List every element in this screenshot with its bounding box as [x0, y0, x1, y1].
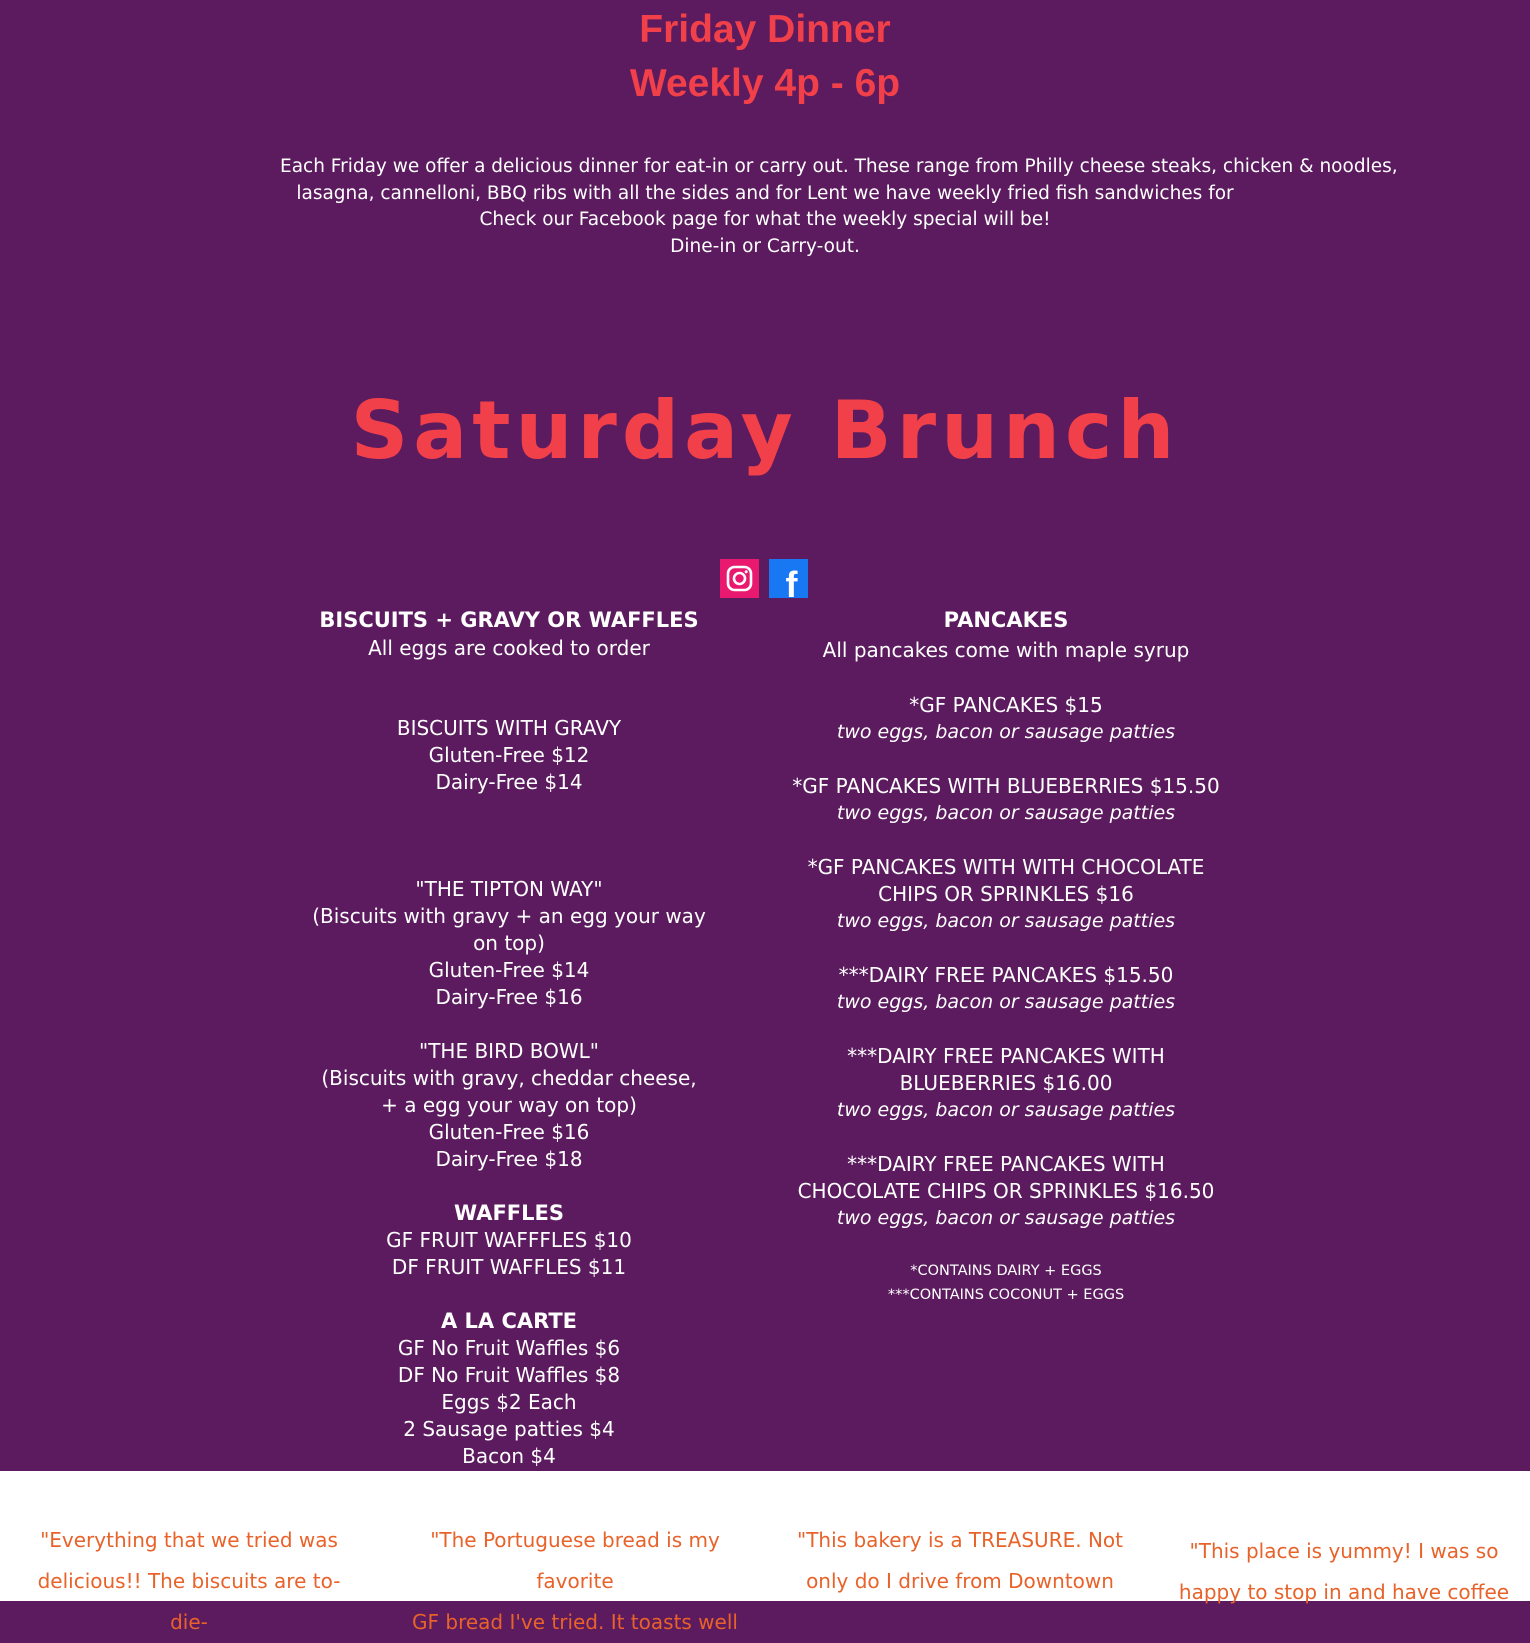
- item-name: "THE TIPTON WAY": [415, 877, 603, 901]
- friday-dinner-title: Friday Dinner: [639, 8, 891, 51]
- description-line: Check our Facebook page for what the weekly special will be!: [479, 209, 1051, 230]
- testimonial-line: happy to stop in and have coffee: [1178, 1580, 1510, 1604]
- item-price: Dairy-Free $14: [435, 770, 583, 794]
- pancake-sides: two eggs, bacon or sausage patties: [836, 802, 1176, 824]
- item-price: Gluten-Free $12: [428, 743, 590, 767]
- pancake-sides: two eggs, bacon or sausage patties: [836, 910, 1176, 932]
- menu-subheading: All pancakes come with maple syrup: [822, 638, 1190, 662]
- pancake-item: *GF PANCAKES $15: [909, 693, 1103, 717]
- description-line: lasagna, cannelloni, BBQ ribs with all the sides and for Lent we have weekly fried fish sandwiches for: [296, 182, 1234, 204]
- waffle-item: DF FRUIT WAFFLES $11: [391, 1255, 627, 1279]
- testimonial-line: delicious!! The biscuits are to-die-: [37, 1569, 341, 1634]
- facebook-icon: [769, 559, 808, 598]
- testimonial-line: "Everything that we tried was: [40, 1528, 338, 1552]
- pancake-item: *GF PANCAKES WITH BLUEBERRIES $15.50: [792, 774, 1220, 798]
- pancake-sides: two eggs, bacon or sausage patties: [836, 1207, 1176, 1229]
- alacarte-item: GF No Fruit Waffles $6: [397, 1336, 621, 1360]
- description-line: Dine-in or Carry-out.: [670, 235, 860, 257]
- pancake-sides: two eggs, bacon or sausage patties: [836, 721, 1176, 743]
- menu-heading: PANCAKES: [943, 608, 1069, 632]
- testimonial-line: "This place is yummy! I was so: [1189, 1539, 1499, 1563]
- item-description: (Biscuits with gravy, cheddar cheese, + a egg your way on top): [321, 1066, 697, 1117]
- alacarte-item: 2 Sausage patties $4: [403, 1417, 615, 1441]
- allergen-note: *CONTAINS DAIRY + EGGS: [910, 1263, 1102, 1279]
- pancake-item: ***DAIRY FREE PANCAKES WITH: [847, 1044, 1165, 1068]
- instagram-link[interactable]: [720, 559, 759, 598]
- waffle-item: GF FRUIT WAFFFLES $10: [386, 1228, 632, 1252]
- alacarte-item: Eggs $2 Each: [441, 1390, 577, 1414]
- item-name: BISCUITS WITH GRAVY: [396, 716, 622, 740]
- item-price: Dairy-Free $18: [435, 1147, 583, 1171]
- alacarte-heading: A LA CARTE: [440, 1309, 578, 1333]
- facebook-glyph: f: [785, 564, 798, 598]
- testimonial-line: "This bakery is a TREASURE. Not: [797, 1528, 1123, 1552]
- pancake-item: *GF PANCAKES WITH WITH CHOCOLATE: [807, 855, 1205, 879]
- alacarte-item: Bacon $4: [462, 1444, 556, 1468]
- allergen-note: ***CONTAINS COCONUT + EGGS: [887, 1287, 1125, 1303]
- pancake-item: ***DAIRY FREE PANCAKES $15.50: [838, 963, 1174, 987]
- testimonial-3: [790, 1520, 1130, 1602]
- pancake-sides: two eggs, bacon or sausage patties: [836, 1099, 1176, 1121]
- menu-subheading: All eggs are cooked to order: [368, 636, 650, 660]
- biscuits-waffles-menu: [310, 605, 708, 1470]
- item-name: "THE BIRD BOWL": [419, 1039, 599, 1063]
- item-price: Dairy-Free $16: [435, 985, 583, 1009]
- menu-heading: BISCUITS + GRAVY OR WAFFLES: [319, 608, 699, 632]
- pancakes-menu: [776, 605, 1236, 1307]
- facebook-link[interactable]: [769, 559, 808, 598]
- testimonial-line: GF bread I've tried. It toasts well: [412, 1610, 738, 1634]
- testimonial-1: [19, 1520, 359, 1643]
- friday-dinner-description: [280, 154, 1398, 260]
- alacarte-item: DF No Fruit Waffles $8: [397, 1363, 621, 1387]
- saturday-brunch-title: Saturday Brunch: [350, 384, 1180, 477]
- item-price: Gluten-Free $16: [428, 1120, 590, 1144]
- pancake-item: ***DAIRY FREE PANCAKES WITH: [847, 1152, 1165, 1176]
- friday-dinner-hours: Weekly 4p - 6p: [629, 62, 901, 105]
- waffles-heading: WAFFLES: [453, 1201, 564, 1225]
- pancake-item: CHOCOLATE CHIPS OR SPRINKLES $16.50: [797, 1179, 1215, 1203]
- testimonial-line: only do I drive from Downtown: [806, 1569, 1114, 1593]
- item-price: Gluten-Free $14: [428, 958, 590, 982]
- testimonial-2: [405, 1520, 745, 1643]
- item-description: (Biscuits with gravy + an egg your way on top): [312, 904, 706, 955]
- instagram-icon: [720, 559, 759, 598]
- pancake-item: BLUEBERRIES $16.00: [899, 1071, 1113, 1095]
- pancake-sides: two eggs, bacon or sausage patties: [836, 991, 1176, 1013]
- description-line: Each Friday we offer a delicious dinner for eat-in or carry out. These range from Philly cheese steaks, chicken & noodles,: [280, 156, 1398, 177]
- testimonial-line: "The Portuguese bread is my favorite: [430, 1528, 720, 1593]
- pancake-item: CHIPS OR SPRINKLES $16: [878, 882, 1134, 906]
